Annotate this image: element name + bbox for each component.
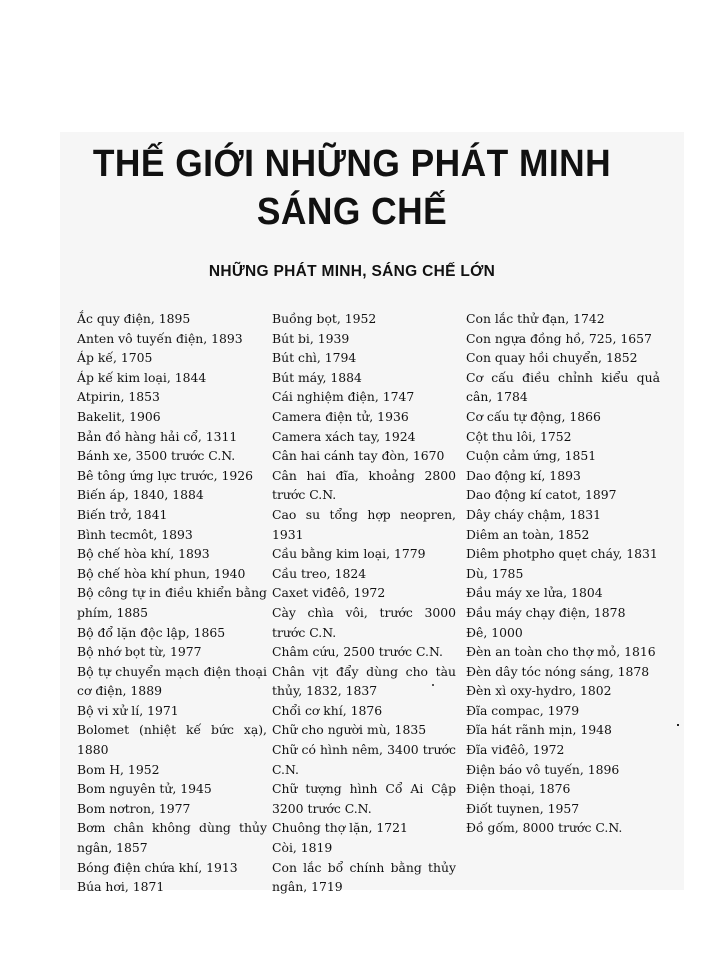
index-entry: Chổi cơ khí, 1876 [272, 702, 383, 718]
index-entry: Đĩa viđêô, 1972 [466, 742, 565, 758]
index-entry: Con quay hồi chuyển, 1852 [466, 350, 638, 366]
index-entry: Đĩa compac, 1979 [466, 702, 580, 718]
index-entry: Bản đồ hàng hải cổ, 1311 [77, 428, 238, 444]
index-entry: Dù, 1785 [466, 565, 524, 581]
index-entry: Cuộn cảm ứng, 1851 [466, 448, 597, 464]
index-entry: Bộ đổ lặn độc lập, 1865 [77, 624, 226, 640]
index-entry: Cầu treo, 1824 [272, 565, 367, 581]
index-entry: Bộ tự chuyển mạch điện thoại cơ điện, 1889 [77, 663, 267, 699]
index-entry: Biến trở, 1841 [77, 506, 168, 522]
index-entry: Cột thu lôi, 1752 [466, 428, 572, 444]
index-entry: Bánh xe, 3500 trước C.N. [77, 448, 236, 464]
index-entry: Dao động kí, 1893 [466, 467, 581, 483]
index-column-2 [272, 309, 456, 897]
index-entry: Bộ nhớ bọt từ, 1977 [77, 644, 202, 660]
index-entry: Caxet viđêô, 1972 [272, 585, 386, 601]
index-entry: Đồ gốm, 8000 trước C.N. [466, 820, 623, 836]
index-entry: Áp kế, 1705 [77, 350, 153, 366]
index-entry: Cân hai cánh tay đòn, 1670 [272, 448, 445, 464]
index-entry: Diêm photpho quẹt cháy, 1831 [466, 546, 658, 562]
index-entry: Búa hơi, 1871 [77, 879, 165, 895]
index-entry: Chữ tượng hình Cổ Ai Cập 3200 trước C.N. [272, 781, 456, 816]
index-entry: Bộ chế hòa khí phun, 1940 [77, 565, 246, 581]
index-entry: Chuông thợ lặn, 1721 [272, 820, 408, 836]
index-entry: Bộ vi xử lí, 1971 [77, 702, 179, 718]
section-heading: NHỮNG PHÁT MINH, SÁNG CHẾ LỚN [208, 263, 496, 280]
index-entry: Biến áp, 1840, 1884 [77, 487, 204, 503]
index-entry: Đèn xì oxy-hydro, 1802 [466, 683, 612, 699]
index-entry: Bom H, 1952 [77, 761, 160, 777]
index-entry: Camera điện tử, 1936 [272, 408, 409, 424]
index-entry: Anten vô tuyến điện, 1893 [77, 330, 243, 346]
index-entry: Cân hai đĩa, khoảng 2800 trước C.N. [272, 467, 456, 503]
index-entry: Cầu bằng kim loại, 1779 [272, 546, 426, 562]
index-entry: Cơ cấu tự động, 1866 [466, 408, 601, 424]
index-entry: Con lắc thử đạn, 1742 [466, 311, 605, 326]
index-entry: Châm cứu, 2500 trước C.N. [272, 644, 443, 660]
print-speck [432, 684, 434, 686]
index-entry: Cày chìa vôi, trước 3000 trước C.N. [272, 604, 456, 640]
index-entry: Bộ chế hòa khí, 1893 [77, 546, 210, 562]
index-entry: Đê, 1000 [466, 624, 523, 640]
index-entry: Cái nghiệm điện, 1747 [272, 389, 415, 405]
index-entry: Đầu máy chạy điện, 1878 [466, 604, 626, 620]
index-entry: Bóng điện chứa khí, 1913 [77, 859, 238, 875]
index-entry: Điện báo vô tuyến, 1896 [466, 761, 620, 777]
index-entry: Còi, 1819 [272, 840, 333, 856]
index-entry: Đèn an toàn cho thợ mỏ, 1816 [466, 644, 656, 660]
index-entry: Chữ có hình nêm, 3400 trước C.N. [272, 742, 456, 777]
index-entry: Dây cháy chậm, 1831 [466, 506, 601, 522]
index-entry: Dao động kí catot, 1897 [466, 487, 617, 503]
index-entry: Cơ cấu điều chỉnh kiểu quả cân, 1784 [466, 369, 660, 405]
index-entry: Bom nơtron, 1977 [77, 800, 191, 816]
index-entry: Điốt tuynen, 1957 [466, 800, 580, 816]
index-entry: Con ngựa đồng hồ, 725, 1657 [466, 330, 652, 346]
index-column-3 [466, 309, 660, 838]
index-entry: Con lắc bổ chính bằng thủy ngân, 1719 [272, 859, 456, 895]
index-entry: Bê tông ứng lực trước, 1926 [77, 467, 254, 483]
index-entry: Áp kế kim loại, 1844 [77, 369, 207, 385]
index-entry: Đèn dây tóc nóng sáng, 1878 [466, 663, 650, 679]
index-entry: Bút chì, 1794 [272, 350, 357, 366]
index-column-1 [77, 309, 267, 897]
index-entry: Bolomet (nhiệt kế bức xạ), 1880 [77, 722, 267, 758]
index-entry: Bình tecmôt, 1893 [77, 526, 193, 542]
index-entry: Điện thoại, 1876 [466, 781, 571, 797]
index-entry: Đầu máy xe lửa, 1804 [466, 585, 603, 601]
index-entry: Camera xách tay, 1924 [272, 428, 416, 444]
index-entry: Chữ cho người mù, 1835 [272, 722, 427, 738]
index-entry: Bơm chân không dùng thủy ngân, 1857 [77, 820, 267, 856]
index-entry: Bom nguyên tử, 1945 [77, 781, 212, 797]
index-entry: Ắc quy điện, 1895 [77, 311, 191, 326]
index-entry: Cao su tổng hợp neopren, 1931 [272, 506, 456, 542]
index-entry: Đĩa hát rãnh mịn, 1948 [466, 722, 612, 738]
title-line-1: THẾ GIỚI NHỮNG PHÁT MINH [92, 143, 612, 185]
title-line-2: SÁNG CHẾ [256, 191, 448, 233]
margin-mark [677, 724, 679, 726]
index-entry: Bakelit, 1906 [77, 408, 161, 424]
index-entry: Bút bi, 1939 [272, 330, 350, 346]
index-entry: Buồng bọt, 1952 [272, 311, 377, 326]
index-entry: Chân vịt đẩy dùng cho tàu thủy, 1832, 1837 [272, 663, 456, 699]
index-entry: Bộ công tự in điều khiển bằng phím, 1885 [77, 585, 267, 620]
index-entry: Diêm an toàn, 1852 [466, 526, 590, 542]
page-title [25, 140, 680, 236]
index-entry: Bút máy, 1884 [272, 369, 362, 385]
index-entry: Atpirin, 1853 [77, 389, 160, 405]
